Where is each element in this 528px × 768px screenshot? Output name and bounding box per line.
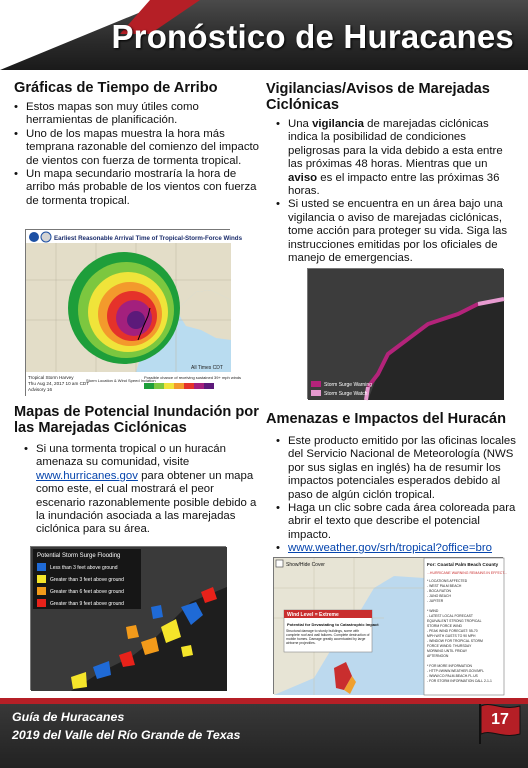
surge-watch-warning-map	[307, 268, 503, 399]
hurricanes-gov-link[interactable]: www.hurricanes.gov	[36, 469, 138, 482]
impact-panel-line: * WIND	[427, 609, 439, 613]
footer-guide-subtitle: 2019 del Valle del Río Grande de Texas	[12, 728, 241, 742]
impact-panel-alert: ...HURRICANE WARNING REMAINS IN EFFECT...	[427, 571, 507, 575]
arrival-bullet: • Estos mapas son muy útiles como herramientas de planificación.	[14, 101, 266, 128]
page-title: Pronóstico de Huracanes	[111, 18, 514, 55]
footer-red-stripe	[0, 698, 528, 704]
impact-panel-line: - PEAK WIND FORECAST: 55-70	[427, 629, 478, 633]
surge-bullet	[24, 443, 266, 537]
surge-legend-title: Potential Storm Surge Flooding	[37, 553, 121, 559]
impact-panel-line: * LOCATIONS AFFECTED	[427, 579, 468, 583]
footer-guide-title: Guía de Huracanes	[12, 710, 125, 724]
impact-panel-line: MORNING UNTIL FRIDAY	[427, 649, 468, 653]
arrival-color-scale	[144, 383, 214, 389]
watches-legend-label: Storm Surge Watch	[324, 391, 368, 397]
impact-panel-line: - WINDOW FOR TROPICAL STORM	[427, 639, 483, 643]
impact-popup-subtitle: Potential for Devastating to Catastrophic Impact	[287, 622, 379, 627]
watches-emphasis-aviso: aviso	[288, 171, 318, 184]
watches-text: de marejadas ciclónicas indica la posibilidad de condiciones peligrosas para la vida debido a esta entre las próximas 48 horas. Mientras que un	[288, 118, 503, 171]
surge-heading: Mapas de Potencial Inundación por las Marejadas Ciclónicas	[14, 404, 259, 436]
arrival-bullet: • Uno de los mapas muestra la hora más temprana razonable del comienzo del impacto de vientos con fuerza de tormenta tropical.	[14, 128, 266, 168]
show-hide-label: Show/Hide Cover	[286, 562, 325, 568]
arrival-map-title: Earliest Reasonable Arrival Time of Tropical-Storm-Force Winds	[54, 235, 243, 242]
watches-heading: Vigilancias/Avisos de Marejadas Ciclónicas	[266, 81, 490, 113]
arrival-time-label: All Times CDT	[191, 365, 223, 371]
impact-panel-line: - FOR STORM INFORMATION CALL 2-1-1	[427, 679, 492, 683]
arrival-legend-label: Storm Location & Wind Speed Inciation	[86, 378, 156, 383]
impact-panel-line: - WWW.CO.PALM-BEACH.FL.US	[427, 674, 478, 678]
impact-panel-line: - BOCA RATON	[427, 589, 451, 593]
arrival-footer-line: Tropical Storm Harvey	[28, 375, 74, 380]
watches-legend-label: Storm Surge Warning	[324, 382, 372, 388]
arrival-bullet-list	[14, 101, 266, 208]
page-number: 17	[491, 711, 509, 728]
nws-logo-icon	[41, 232, 51, 242]
watches-emphasis-vigilancia: vigilancia	[312, 118, 364, 130]
show-hide-checkbox	[276, 560, 283, 567]
surge-bullet-text: para obtener un mapa como este, el cual mostrará el peor escenario razonablemente posible debido a la inundación asociada a las marejadas ciclónica para su área.	[36, 469, 257, 536]
impacts-bullet-list	[266, 435, 516, 556]
surge-bullet-list	[14, 443, 266, 537]
surge-legend-label: Greater than 3 feet above ground	[50, 577, 124, 583]
watches-bullet	[276, 118, 516, 198]
impact-panel-line: AFTERNOON	[427, 654, 449, 658]
surge-bullet-text: Si una tormenta tropical o un huracán amenaza su comunidad, visite	[36, 443, 226, 469]
watches-text: Una	[288, 118, 313, 130]
page-footer	[0, 698, 528, 768]
arrival-footer-line: Advisory 16	[28, 387, 53, 392]
impact-panel-line: FORCE WINDS: THURSDAY	[427, 644, 472, 648]
surge-legend-label: Greater than 9 feet above ground	[50, 601, 124, 607]
watches-bullet: • Si usted se encuentra en un área bajo una vigilancia o aviso de marejadas ciclónicas, tome acción para proteger su vida. Siga las instrucciones emitidas por los oficiales de manejo de emergencias.	[276, 198, 516, 265]
page-header	[0, 0, 528, 70]
surge-section	[14, 404, 266, 537]
impacts-heading: Amenazas e Impactos del Huracán	[266, 411, 507, 427]
impacts-bullet	[276, 542, 516, 555]
impacts-section	[266, 411, 516, 556]
surge-legend-label: Greater than 6 feet above ground	[50, 589, 124, 595]
impact-panel-line: STORM FORCE WIND	[427, 624, 462, 628]
impact-panel-line: - HTTP://WWW.WEATHER.GOV/MFL	[427, 669, 485, 673]
arrival-legend-label: Possible chance of receiving sustained 39+ mph winds	[144, 375, 242, 380]
impact-popup-body: Structural damage to sturdy buildings, some with complete roof and wall failures. Complete destruction of mobile homes. Damage greatly accentuated by large airborne projectiles.	[286, 629, 370, 645]
impact-panel-line: MPH WITH GUSTS TO 90 MPH	[427, 634, 476, 638]
impacts-bullet: • Haga un clic sobre cada área coloreada para abrir el texto que describe el potencial impacto.	[276, 502, 516, 542]
hazards-impacts-map	[273, 557, 507, 694]
watches-section	[266, 81, 516, 265]
watches-bullet-list	[266, 118, 516, 265]
impact-popup-title: Wind Level = Extreme	[287, 612, 339, 618]
impacts-bullet: • Este producto emitido por las oficinas locales del Servicio Nacional de Meteorología (NWS por sus siglas en inglés) ha de resumir los impactos potenciales esperados debido al paso de algún ciclón tropical.	[276, 435, 516, 502]
impact-panel-line: - JUPITER	[427, 599, 444, 603]
arrival-time-map	[25, 229, 243, 396]
impact-panel-line: EQUIVALENT STRONG TROPICAL	[427, 619, 482, 623]
arrival-heading: Gráficas de Tiempo de Arribo	[14, 80, 218, 96]
arrival-section	[14, 80, 266, 208]
impact-panel-line: - LATEST LOCAL FORECAST	[427, 614, 473, 618]
watches-text: es el impacto entre las próximas 36 horas.	[288, 171, 500, 198]
arrival-bullet: • Un mapa secundario mostraría la hora de arribo más probable de los vientos con fuerza de tormenta tropical.	[14, 168, 266, 208]
weather-gov-tropical-link[interactable]: www.weather.gov/srh/tropical?office=bro	[288, 542, 492, 555]
impact-panel-line: - WEST PALM BEACH	[427, 584, 462, 588]
surge-legend-label: Less than 3 feet above ground	[50, 565, 118, 571]
noaa-logo-icon	[29, 232, 39, 242]
impact-panel-line: * FOR MORE INFORMATION	[427, 664, 472, 668]
surge-flooding-map	[30, 546, 226, 690]
impact-panel-head: For: Coastal Palm Beach County	[427, 562, 499, 567]
arrival-footer-line: Thu Aug 24, 2017 10 am CDT	[28, 381, 90, 386]
impact-panel-line: - JUNO BEACH	[427, 594, 451, 598]
